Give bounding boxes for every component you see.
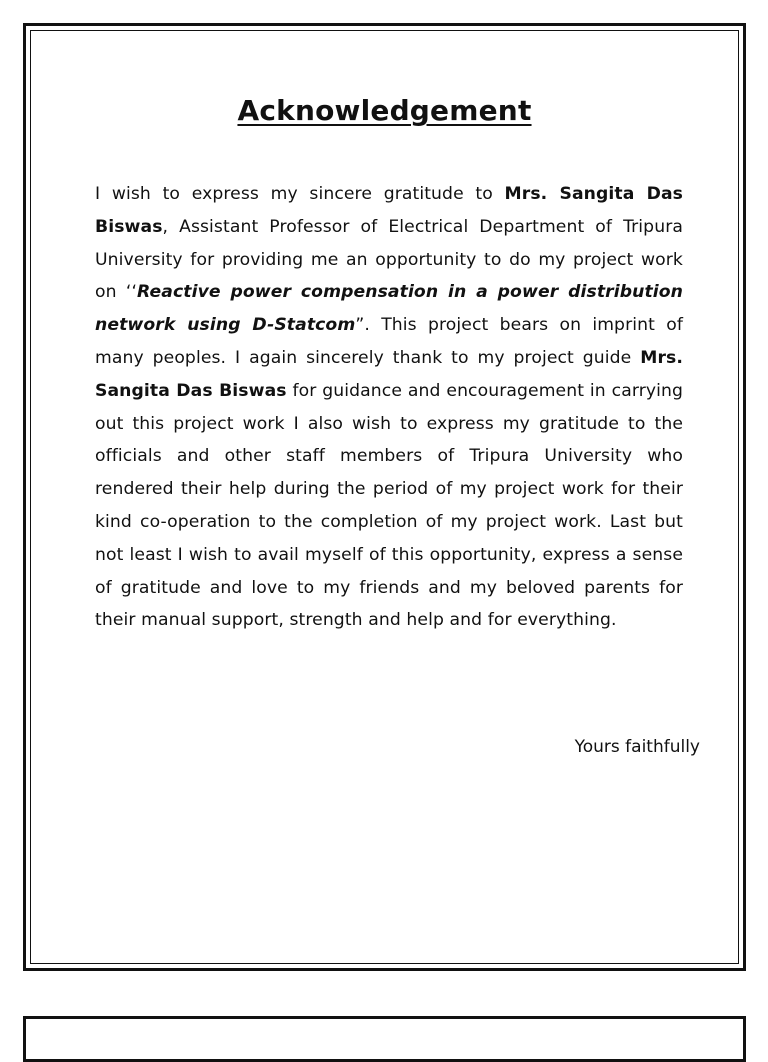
- project-title: Reactive power compensation in a power distribution network using D-Statcom: [95, 282, 683, 336]
- guide-name: Mrs. Sangita Das Biswas: [95, 184, 683, 237]
- next-page-border: [23, 1016, 746, 1062]
- acknowledgement-paragraph: [95, 178, 683, 637]
- page-border: [23, 23, 746, 971]
- paragraph-text-1: I wish to express my sincere gratitude to: [95, 184, 505, 204]
- paragraph-text-3: ”. This project bears on imprint of many peoples. I again sincerely thank to my project guide: [95, 315, 683, 368]
- page-border-inner: [30, 30, 739, 964]
- paragraph-text-4: for guidance and encouragement in carrying out this project work I also wish to express my gratitude to the officials and other staff members of Tripura University who rendered their help during the period of my project work for their kind co-operation to the completion of my project work. Last but not least I wish to avail myself of this opportunity, express a sense of gratitude and love to my friends and my beloved parents for their manual support, strength and help and for everything.: [95, 380, 684, 631]
- signoff: Yours faithfully: [574, 737, 700, 757]
- page-title: Acknowledgement: [237, 94, 532, 127]
- paragraph-text-2: , Assistant Professor of Electrical Department of Tripura University for providing me an opportunity to do my project work on ‘‘: [95, 216, 683, 303]
- guide-name-repeat: Mrs. Sangita Das Biswas: [95, 347, 683, 401]
